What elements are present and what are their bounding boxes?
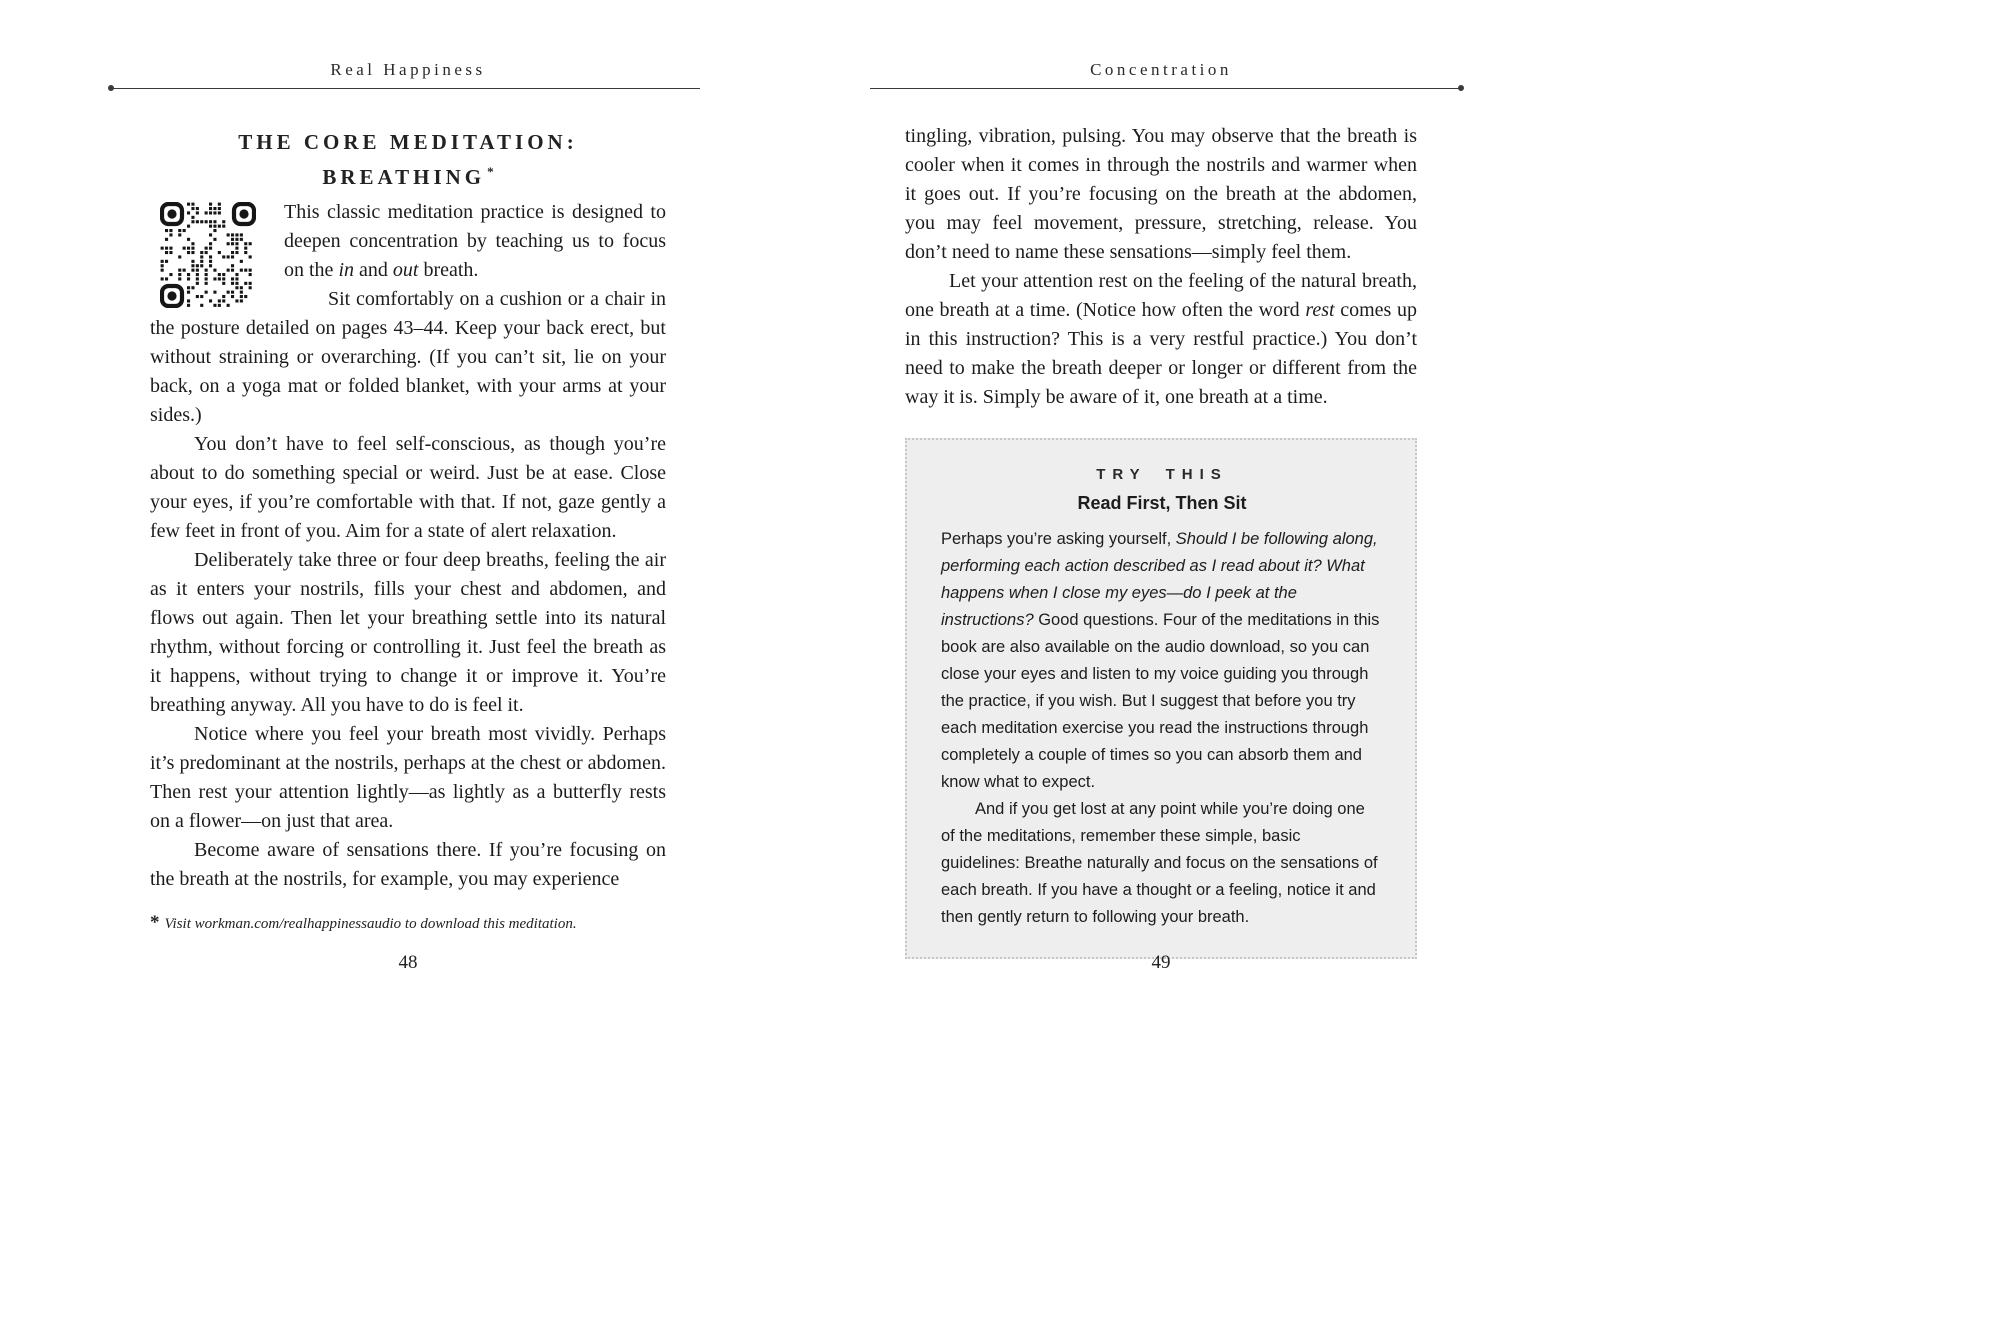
try-this-body bbox=[941, 526, 1383, 931]
chapter-title bbox=[150, 127, 666, 192]
body-text-right bbox=[905, 122, 1417, 412]
qr-code-icon bbox=[160, 202, 256, 308]
running-header-left: Real Happiness bbox=[330, 60, 486, 79]
footnote-marker: * bbox=[150, 912, 160, 933]
body-paragraph: Become aware of sensations there. If you’re focusing on the breath at the nostrils, for example, you may experience bbox=[150, 839, 666, 890]
chapter-title-line2 bbox=[150, 157, 666, 192]
rule-dot-left bbox=[108, 85, 114, 91]
header-rule-left bbox=[110, 88, 700, 89]
body-paragraph: This classic meditation practice is designed to deepen concentration by teaching us to focus on the in and out breath. bbox=[284, 201, 666, 281]
footnote-text: Visit workman.com/realhappinessaudio to download this meditation. bbox=[164, 916, 577, 932]
chapter-title-text: BREATHING bbox=[322, 165, 486, 189]
try-this-title: Read First, Then Sit bbox=[1077, 493, 1247, 513]
chapter-title-line1: THE CORE MEDITATION: bbox=[238, 130, 578, 154]
box-paragraph: And if you get lost at any point while you’re doing one of the meditations, remember these simple, basic guidelines: Breathe naturally and focus on the sensations of each breath. If you have a thought or a feeling, notice it and then gently return to following your breath. bbox=[941, 800, 1378, 926]
header-rule-right bbox=[870, 88, 1462, 89]
page-number-left: 48 bbox=[398, 952, 418, 973]
body-paragraph: Let your attention rest on the feeling of the natural breath, one breath at a time. (Notice how often the word rest comes up in this instruction? This is a very restful practice.) You don’t need to make the breath deeper or longer or different from the way it is. Simply be aware of it, one breath at a time. bbox=[905, 270, 1418, 408]
running-header-right: Concentration bbox=[1090, 60, 1232, 79]
try-this-label: TRY THIS bbox=[1096, 466, 1228, 483]
rule-dot-right bbox=[1458, 85, 1464, 91]
body-paragraph: Notice where you feel your breath most vividly. Perhaps it’s predominant at the nostrils, perhaps at the chest or abdomen. Then rest your attention lightly—as lightly as a butterfly rests on a flower—on just that area. bbox=[150, 723, 666, 832]
body-text-left bbox=[150, 198, 666, 894]
body-paragraph: Deliberately take three or four deep breaths, feeling the air as it enters your nostrils, fills your chest and abdomen, and flows out again. Then let your breathing settle into its natural rhythm, without forcing or controlling it. Just feel the breath as it happens, without trying to change it or improve it. You’re breathing anyway. All you have to do is feel it. bbox=[150, 549, 666, 716]
box-paragraph: Perhaps you’re asking yourself, Should I be following along, performing each action described as I read about it? What happens when I close my eyes—do I peek at the instructions? Good questions. Four of the meditations in this book are also available on the audio download, so you can close your eyes and listen to my voice guiding you through the practice, if you wish. But I suggest that before you try each meditation exercise you read the instructions through completely a couple of times so you can absorb them and know what to expect. bbox=[941, 530, 1380, 791]
body-paragraph: Sit comfortably on a cushion or a chair in the posture detailed on pages 43–44. Keep your back erect, but without straining or overarching. (If you can’t sit, lie on your back, on a yoga mat or folded blanket, with your arms at your sides.) bbox=[150, 288, 666, 426]
title-footnote-marker: * bbox=[487, 164, 494, 179]
body-paragraph: You don’t have to feel self-conscious, as though you’re about to do something special or weird. Just be at ease. Close your eyes, if you’re comfortable with that. If not, gaze gently a few feet in front of you. Aim for a state of alert relaxation. bbox=[150, 433, 666, 542]
try-this-box bbox=[905, 438, 1417, 959]
body-paragraph: tingling, vibration, pulsing. You may observe that the breath is cooler when it comes in through the nostrils and warmer when it goes out. If you’re focusing on the breath at the abdomen, you may feel movement, pressure, stretching, release. You don’t need to name these sensations—simply feel them. bbox=[905, 125, 1417, 263]
footnote bbox=[150, 912, 666, 934]
page-number-right: 49 bbox=[1151, 952, 1171, 973]
